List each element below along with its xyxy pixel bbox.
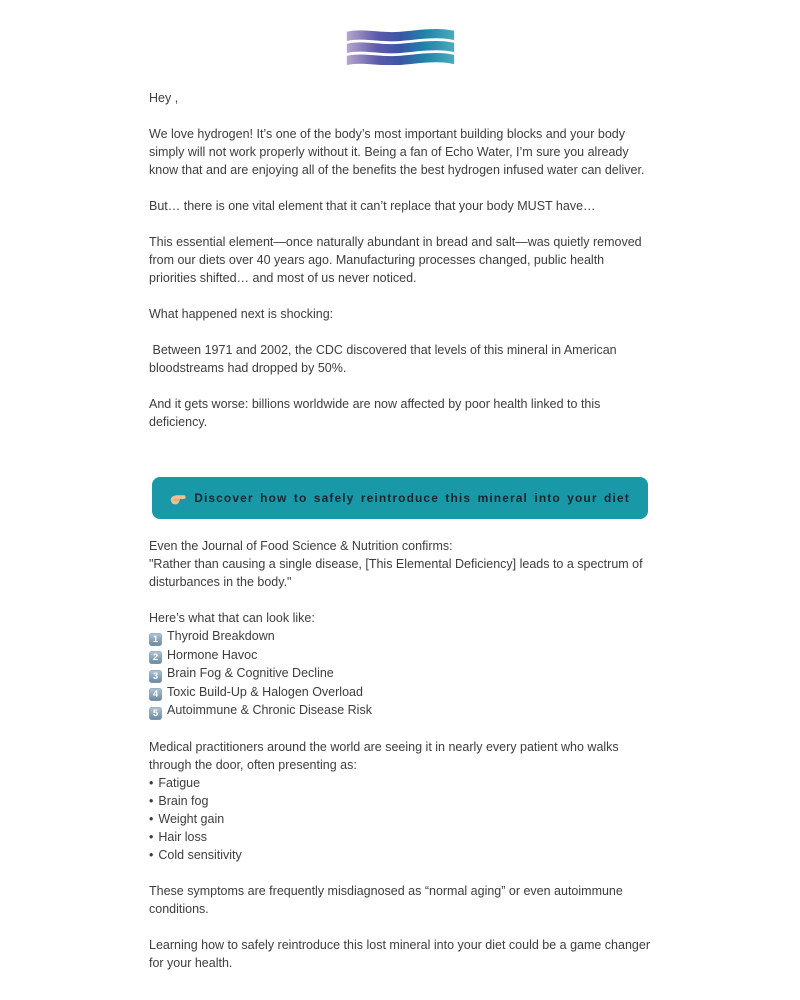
symptom-text: Weight gain (158, 811, 225, 826)
paragraph-element: This essential element—once naturally abundant in bread and salt—was quietly removed from our diets over 40 years ago. Manufacturing processes changed, public health priorities shifted… and most of us never noticed. (149, 235, 642, 285)
effect-text: Toxic Build-Up & Halogen Overload (167, 684, 363, 699)
keycap-2-icon: 2 (149, 651, 162, 664)
bullet-icon: • (149, 793, 154, 808)
journal-block (149, 537, 651, 591)
effects-intro: Here’s what that can look like: (149, 611, 315, 625)
effect-item (149, 664, 651, 683)
bullet-icon: • (149, 775, 154, 790)
cta-button[interactable] (152, 477, 648, 519)
keycap-5-icon: 5 (149, 707, 162, 720)
effect-text: Autoimmune & Chronic Disease Risk (167, 703, 372, 717)
bullet-icon: • (149, 847, 154, 862)
effect-text: Thyroid Breakdown (167, 629, 275, 643)
keycap-4-icon: 4 (149, 688, 162, 701)
echo-water-waves-logo (343, 28, 458, 65)
pointing-right-icon (170, 490, 186, 506)
cta-label: Discover how to safely reintroduce this mineral into your diet (194, 491, 630, 505)
paragraph-game-changer: Learning how to safely reintroduce this lost mineral into your diet could be a game changer for your health. (149, 937, 650, 970)
email-body (149, 0, 651, 972)
cta-row (149, 477, 651, 519)
paragraph-shocking: What happened next is shocking: (149, 307, 334, 321)
effect-item (149, 646, 651, 665)
effect-text: Brain Fog & Cognitive Decline (167, 666, 334, 680)
journal-quote: "Rather than causing a single disease, [This Elemental Deficiency] leads to a spectrum of disturbances in the body." (149, 557, 643, 589)
symptom-item (149, 774, 651, 792)
effect-item (149, 701, 651, 720)
paragraph-intro: We love hydrogen! It’s one of the body’s most important building blocks and your body simply will not work properly without it. Being a fan of Echo Water, I’m sure you already know that and are enjoying all of the benefits the best hydrogen infused water can deliver. (149, 127, 645, 177)
keycap-3-icon: 3 (149, 670, 162, 683)
symptoms-block (149, 738, 651, 864)
symptom-text: Hair loss (158, 829, 208, 844)
paragraph-but: But… there is one vital element that it can’t replace that your body MUST have… (149, 199, 596, 213)
effect-item (149, 627, 651, 646)
symptom-text: Fatigue (158, 775, 201, 790)
paragraph-worse: And it gets worse: billions worldwide are now affected by poor health linked to this deficiency. (149, 397, 601, 429)
effect-item (149, 683, 651, 702)
symptom-item (149, 792, 651, 810)
effects-block (149, 609, 651, 720)
logo-row (149, 0, 651, 70)
symptom-text: Cold sensitivity (158, 847, 242, 862)
greeting-text: Hey , (149, 91, 179, 105)
practitioners-line: Medical practitioners around the world are seeing it in nearly every patient who walks through the door, often presenting as: (149, 739, 619, 772)
symptom-item (149, 828, 651, 846)
symptom-item (149, 810, 651, 828)
symptom-item (149, 846, 651, 864)
paragraph-cdc: Between 1971 and 2002, the CDC discovered that levels of this mineral in American bloodstreams had dropped by 50%. (149, 343, 621, 375)
keycap-1-icon: 1 (149, 633, 162, 646)
symptom-text: Brain fog (158, 793, 209, 808)
bullet-icon: • (149, 829, 154, 844)
journal-line: Even the Journal of Food Science & Nutrition confirms: (149, 539, 453, 553)
effect-text: Hormone Havoc (167, 647, 258, 662)
paragraph-misdiagnosed: These symptoms are frequently misdiagnosed as “normal aging” or even autoimmune conditions. (149, 883, 623, 916)
bullet-icon: • (149, 811, 154, 826)
